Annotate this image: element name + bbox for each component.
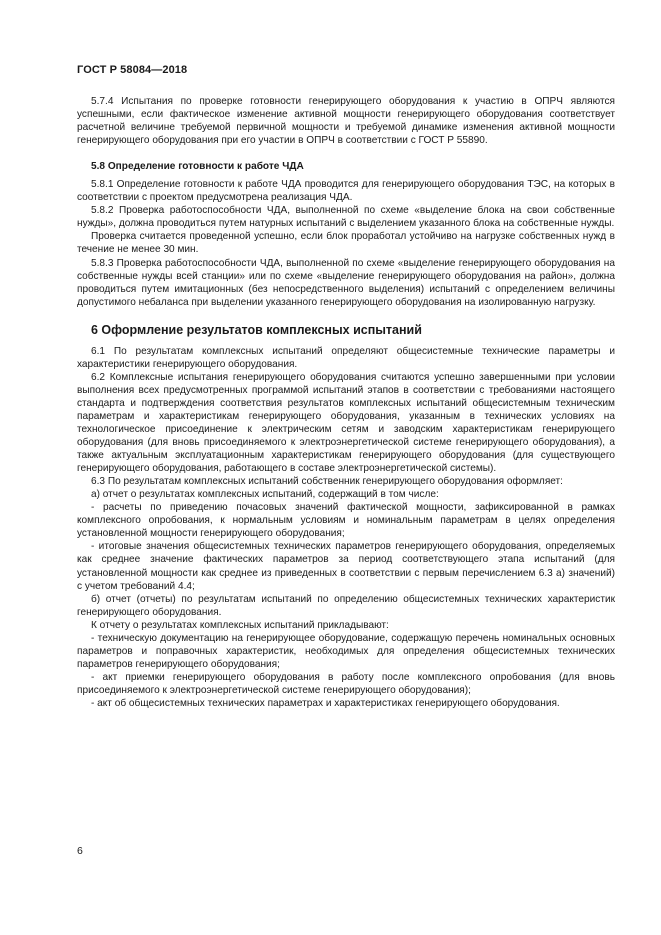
page-number: 6 bbox=[77, 845, 83, 857]
paragraph-6-1: 6.1 По результатам комплексных испытаний определяют общесистемные технические параметры и характеристики генерирующего оборудования. bbox=[77, 345, 615, 370]
list-item-attachment-2: - акт приемки генерирующего оборудования в работу после комплексного опробования (для вновь присоединяемого к электроэнергетической системе генерирующего оборудования); bbox=[77, 671, 615, 696]
list-item-6-3-a-1: - расчеты по приведению почасовых значений фактической мощности, зафиксированной в рамках комплексного опробования, к нормальным условиям и номинальным параметрам в целях определения установленной мощности генерирующего оборудования; bbox=[77, 502, 615, 540]
section-heading-5-8: 5.8 Определение готовности к работе ЧДА bbox=[91, 161, 304, 173]
list-item-6-3-a: а) отчет о результатах комплексных испытаний, содержащий в том числе: bbox=[91, 489, 439, 501]
list-item-6-3-a-2: - итоговые значения общесистемных технических параметров генерирующего оборудования, определяемых как среднее значение фактических параметров за период соответствующего этапа испытаний (для установленной мощности как среднее из приведенных в соответствии с первым перечислением 6.3 а) значений) с учетом требований 4.4; bbox=[77, 541, 615, 592]
paragraph-6-3: 6.3 По результатам комплексных испытаний собственник генерирующего оборудования оформляет: bbox=[91, 476, 563, 488]
list-item-attachment-3: - акт об общесистемных технических параметрах и характеристиках генерирующего оборудования. bbox=[91, 697, 560, 709]
paragraph-5-8-3: 5.8.3 Проверка работоспособности ЧДА, выполненной по схеме «выделение генерирующего оборудования на собственные нужды всей станции» или по схеме «выделение генерирующего оборудования на район», должна проводиться путем имитационных (без непосредственного выделения) испытаний с определением величины допустимого небаланса при выделении указанного генерирующего оборудования на изолированную нагрузку. bbox=[77, 257, 615, 308]
paragraph-5-8-2: 5.8.2 Проверка работоспособности ЧДА, выполненной по схеме «выделение блока на свои собственные нужды», должна проводиться путем натурных испытаний с выделением указанного блока на собственные нужды. bbox=[77, 205, 615, 230]
paragraph-5-7-4: 5.7.4 Испытания по проверке готовности генерирующего оборудования к участию в ОПРЧ являются успешными, если фактическое изменение активной мощности генерирующего оборудования соответствует расчетной величине требуемой первичной мощности и требуемой динамике изменения активной мощности генерирующего оборудования при его участии в ОПРЧ в соответствии с ГОСТ Р 55890. bbox=[77, 96, 615, 147]
paragraph-5-8-1: 5.8.1 Определение готовности к работе ЧДА проводится для генерирующего оборудования ТЭС, на которых в соответствии с проектом предусмотрена реализация ЧДА. bbox=[77, 179, 615, 204]
section-heading-6: 6 Оформление результатов комплексных испытаний bbox=[91, 322, 422, 337]
list-item-6-3-b: б) отчет (отчеты) по результатам испытаний по определению общесистемных технических характеристик генерирующего оборудования. bbox=[77, 593, 615, 618]
list-item-attachment-1: - техническую документацию на генерирующее оборудование, содержащую перечень номинальных основных параметров и поправочных характеристик, необходимых для определения общесистемных технических параметров генерирующего оборудования; bbox=[77, 632, 615, 670]
document-header: ГОСТ Р 58084—2018 bbox=[77, 64, 188, 76]
paragraph-6-3-attachments: К отчету о результатах комплексных испытаний прикладывают: bbox=[91, 619, 389, 631]
document-body bbox=[77, 95, 615, 710]
paragraph-6-2: 6.2 Комплексные испытания генерирующего оборудования считаются успешно завершенными при условии выполнения всех предусмотренных программой испытаний этапов в соответствии с требованиями настоящего стандарта и подтверждения соответствия результатов комплексных испытаний общесистемным техническим параметрам и характеристикам генерирующего оборудования, указанным в технических условиях на технологическое присоединение к электрическим сетям и заводским характеристикам генерирующего оборудования (для вновь присоединяемого к электроэнергетической системе генерирующего оборудования), а также актуальным эксплуатационным характеристикам генерирующего оборудования (для существующего генерирующего оборудования, работающего в составе электроэнергетической системы). bbox=[77, 371, 615, 475]
paragraph-5-8-2-check: Проверка считается проведенной успешно, если блок проработал устойчиво на нагрузке собственных нужд в течение не менее 30 мин. bbox=[77, 231, 615, 256]
